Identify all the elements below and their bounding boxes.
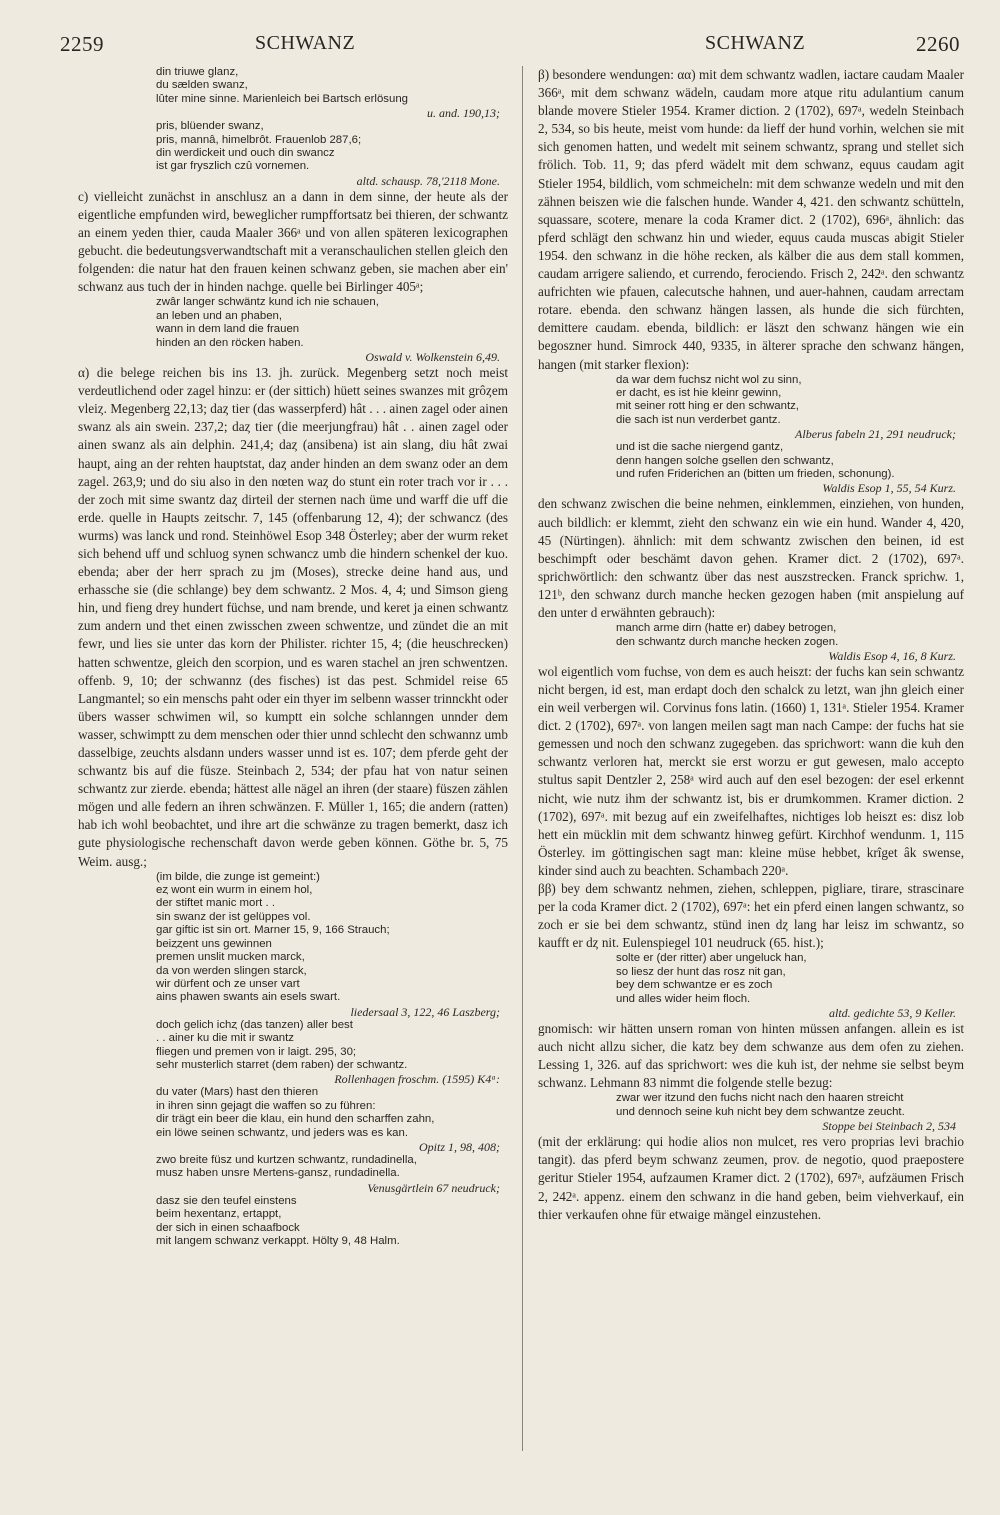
entry-paragraph: c) vielleicht zunächst in anschlusz an a dann in dem sinne, der heute als der eigentliche empfunden wird, beweglicher rumpffortsatz bei thieren, der schwantz an einem yeden thier, cauda Maaler 366ᵃ und von allen späteren lexicographen gebucht. die bedeutungsverwandtschaft mit a veranschaulichen stellen gleich den folgenden: die natur hat den frauen keinen schwanz geben, sie machen aber ein' schwanz aus tuch der in hinden nachge. quelle bei Birlinger 405ᵃ; [78, 188, 508, 295]
verse-line: dir trägt ein beer die klau, ein hund den scharffen zahn, [156, 1113, 435, 1126]
verse-line: wir dürfent och ze unser vart [156, 977, 300, 990]
verse-line: der sich in einen schaafbock [156, 1221, 300, 1234]
verse-line: eȥ wont ein wurm in einem hol, [156, 884, 313, 897]
verse-line: manch arme dirn (hatte er) dabey betrogen, [616, 622, 837, 635]
verse-line: und dennoch seine kuh nicht bey dem schwantze zeucht. [616, 1105, 905, 1118]
verse-quotation [538, 952, 964, 1006]
verse-line: an leben und an phaben, [156, 309, 283, 322]
verse-quotation [78, 120, 508, 174]
verse-quotation [78, 296, 508, 350]
verse-quotation [78, 1086, 508, 1140]
entry-paragraph: den schwanz zwischen die beine nehmen, einklemmen, einziehen, von hunden, auch bildlich: er klemmt, zieht den schwanz ein wie ein hund. Wander 4, 420, 45 (Nürtingen). ähnlich: mit dem schwantz zwischen den beinen, id est beschimpft oder beschämt davon gehen. Kramer dict. 2 (1702), 697ᵃ. sprichwörtlich: den schwantz über das nest auszstrecken. Franck sprichw. 1, 121ᵇ, den schwanz durch manche hecken gezogen haben (mit anspielung auf den unter d erwähnten gebrauch): [538, 496, 964, 620]
verse-line: beiȥȥent uns gewinnen [156, 937, 272, 950]
verse-line: din triuwe glanz, [156, 66, 239, 78]
verse-line: ein löwe seinen schwantz, und jeders was es kan. [156, 1126, 409, 1139]
source-citation: Rollenhagen froschm. (1595) K4ᵃ: [334, 1072, 500, 1087]
verse-line: sehr musterlich starret (dem raben) der schwantz. [156, 1058, 408, 1071]
right-page-number: 2260 [916, 32, 960, 56]
entry-paragraph: ββ) bey dem schwantz nehmen, ziehen, schleppen, pigliare, tirare, strascinare per la coda Kramer dict. 2 (1702), 697ᵃ: het ein pferd einen langen schwantz, so zoch er sie bei dem schwantz, stünd inen dȥ lang har leisz im schwantz, so kaufft er dȥ nit. Eulenspiegel 101 neudruck (65. hist.); [538, 881, 964, 951]
entry-paragraph: (mit der erklärung: qui hodie alios non mulcet, res vero proprias levi brachio tangit). das pferd beym schwanz zeumen, prov. de negotio, quod praepostere geritur Stieler 1954, aufzaumen Kramer dict. 2 (1702), 697ᵃ, aufzäumen Frisch 2, 242ᵃ. appenz. einem den schwanz in die hand geben, beim viehverkauf, ein thier verkaufen ohne für etwaige mängel einzustehen. [538, 1134, 964, 1222]
verse-line: den schwantz durch manche hecken zogen. [616, 635, 839, 648]
verse-quotation [538, 1092, 964, 1119]
source-citation: liedersaal 3, 122, 46 Laszberg; [350, 1004, 500, 1019]
verse-line: du sælden swanz, [156, 79, 248, 92]
source-citation: altd. gedichte 53, 9 Keller. [829, 1006, 956, 1021]
verse-quotation [78, 1195, 508, 1249]
source-citation: altd. schausp. 78,'2118 Mone. [356, 173, 500, 188]
entry-paragraph: gnomisch: wir hätten unsern roman von hinten müssen anfangen. allein es ist auch nicht allzu sicher, die katz bey dem schwanze aus dem ofen zu ziehen. Lessing 1, 326. auf das sprichwort: wes die kuh ist, der nehme sie selbst beym schwanz. Lehmann 83 nimmt die folgende stelle bezug: [538, 1021, 964, 1091]
verse-line: musz haben unsre Mertens-gansz, rundadinella. [156, 1167, 400, 1180]
verse-line: denn hangen solche gsellen den schwantz, [616, 454, 834, 467]
verse-line: beim hexentanz, ertappt, [156, 1208, 282, 1221]
verse-line: mit seiner rott hing er den schwantz, [616, 400, 799, 413]
verse-line: doch gelich ichȥ (das tanzen) aller best [156, 1018, 353, 1031]
verse-line: er dacht, es ist hie kleinr gewinn, [616, 387, 782, 399]
verse-line: solte er (der ritter) aber ungeluck han, [616, 952, 807, 965]
verse-line: zwâr langer schwäntz kund ich nie schauen, [156, 296, 379, 309]
verse-line: gar giftic ist sin ort. Marner 15, 9, 166 Strauch; [156, 924, 390, 937]
verse-line: so liesz der hunt das rosz nit gan, [616, 965, 786, 978]
verse-line: der stiftet manic mort . . [156, 897, 276, 910]
verse-line: (im bilde, die zunge ist gemeint:) [156, 870, 320, 883]
verse-line: premen unslit mucken marck, [156, 951, 305, 964]
verse-line: din werdickeit und ouch din swancz [156, 147, 335, 160]
verse-line: fliegen und premen von ir laigt. 295, 30; [156, 1045, 357, 1058]
source-citation: Waldis Esop 1, 55, 54 Kurz. [822, 481, 956, 496]
page-header [60, 32, 960, 62]
verse-line: sin swanz der ist gelüppes vol. [156, 910, 311, 923]
verse-line: lûter mine sinne. Marienleich bei Bartsch erlösung [156, 92, 408, 105]
column-divider [522, 66, 523, 1451]
source-citation: Opitz 1, 98, 408; [419, 1139, 500, 1154]
right-column [538, 66, 964, 1466]
verse-quotation [78, 871, 508, 1005]
verse-line: du vater (Mars) hast den thieren [156, 1086, 319, 1099]
entry-paragraph: wol eigentlich vom fuchse, von dem es auch heiszt: der fuchs kan sein schwantz nicht bergen, id est, man erdapt doch den schalck zu letzt, wan jhn gleich einer ein weil verbergen wil. Corvinus fons latin. (1660) 1, 131ᵃ. Stieler 1954. Kramer dict. 2 (1702), 697ᵃ. von langen meilen sagt man nach Campe: der fuchs hat sie gemessen und noch den schwanz zugegeben. das sprichwort: wann die kuh den schwantz verloren hat, merckt sie erst worzu er gut gewesen, malo accepto stultus sapit Dentzler 2, 258ᵃ wird auch auf den esel bezogen: der esel erkennt nicht, wie nutz ihm der schwantz ist, bis er drumkommen. Kramer diction. 2 (1702), 697ᵃ. mit bezug auf ein zweifelhaftes, nichtiges lob heiszt es: disz lob hett ein mücklin mit dem schwantz hinweg gefürt. Kirchhof wendunm. 1, 115 Österley. im göttingischen sagt man: kleine müse hebbet, krîget âk swense, kinder sind auch zu beachten. Schambach 220ᵃ. [538, 663, 964, 878]
left-column [78, 66, 508, 1466]
verse-line: . . ainer ku die mit ir swantz [156, 1032, 295, 1045]
entry-paragraph: α) die belege reichen bis ins 13. jh. zurück. Megenberg setzt noch meist verdeutlichend oder zagel hinzu: er (der sittich) hüett seines swanzes mit grôȥem vleiȥ. Megenberg 22,13; daȥ tier (das wasserpferd) hât . . . ainen zagel oder ainen swanz als ain swein. 237,2; daȥ tier (die meerjungfrau) hât . . ainen zagel oder ainen swanz als ain delphin. 241,4; daȥ (ansibena) ist ain slang, diu hât zwai haupt, aing an der rehten hauptstat, daȥ ander hinden an dem swanz oder an dem zagel. 263,9; und do siu also in den nœten waȥ do stunt ein roter trach vor ir . . . der zoch mit sime swantz daȥ dirteil der sternen nach üme und warff die uff die erde. quelle in Haupts zeitschr. 7, 145 (offenbarung 12, 4); der schwancz (des wurms) was lanck und rond. Steinhöwel Esop 348 Österley; aber der wurm reket sich behend uff und schluog synen schwancz umb die hindern schenkel der kuo. ebenda; aber der herr sprach zu jm (Moses), strecke deine hand aus, und erhassche sie (die schlange) bey dem schwantz. 2 Mos. 4, 4; und Simson gieng hin, und fieng drey hundert füchse, und nam brende, und keret ja einen schwantz zum andern und thet einen zwisschen zween schwentze, und zündet die an mit fewr, und lies sie unter das korn der Philister. richter 15, 4; (die heuschrecken) hatten schwentze, gleich den scorpion, und es waren stachel an jren schwentzen. offenb. 9, 10; der schwannz (des fisches) ist das pest. Schmidel reise 65 Langmantel; so ein menschs paht oder ein thyer im selbenn wasser trinnckht oder übers wasser schwimen wil, so kumptt ein solche schlanngen unnder dem wasser, schwimptt zu dem menschen oder thier unnd schlecht den schwannz umb dasselbige, zeuchts alsdann unders wasser unnd ist es. 107; dem pferde geht der schwantz bis auf die füsze. Steinbach 2, 534; der pfau hat von natur seinen schwantz zur zierde. ebenda; hättest alle nägel an ihren (der staare) füszen zählen mögen und alle federn an ihren schwänzen. F. Müller 1, 165; die andern (ratten) hab ich wohl beobachtet, und ihre art die schwänze zu tragen bemerkt, dasz ich gute physiologische rechenschaft davon werde geben können. Göthe br. 5, 75 Weim. ausg.; [78, 365, 508, 869]
verse-line: zwar wer itzund den fuchs nicht nach den haaren streicht [616, 1092, 904, 1105]
source-citation: u. and. 190,13; [427, 106, 500, 121]
left-running-title: SCHWANZ [255, 32, 356, 54]
verse-quotation [538, 622, 964, 649]
verse-line: ains phawen swants ain esels swart. [156, 991, 341, 1004]
verse-quotation [78, 1154, 508, 1181]
left-page-number: 2259 [60, 32, 104, 56]
verse-line: und ist die sache niergend gantz, [616, 441, 784, 454]
verse-line: und alles wider heim floch. [616, 992, 751, 1005]
verse-quotation [78, 66, 508, 106]
verse-line: ist gar fryszlich czû vornemen. [156, 160, 310, 173]
verse-quotation [538, 374, 964, 428]
verse-line: bey dem schwantze er es zoch [616, 979, 773, 992]
verse-line: dasz sie den teufel einstens [156, 1194, 297, 1207]
source-citation: Alberus fabeln 21, 291 neudruck; [795, 427, 956, 442]
verse-line: zwo breite füsz und kurtzen schwantz, rundadinella, [156, 1153, 417, 1166]
verse-quotation [538, 441, 964, 481]
verse-line: pris, mannâ, himelbrôt. Frauenlob 287,6; [156, 133, 362, 146]
verse-line: mit langem schwanz verkappt. Hölty 9, 48 Halm. [156, 1235, 400, 1247]
source-citation: Stoppe bei Steinbach 2, 534 [822, 1119, 956, 1134]
verse-line: da von werden slingen starck, [156, 964, 307, 977]
verse-line: die sach ist nun verderbet gantz. [616, 413, 781, 426]
right-running-title: SCHWANZ [705, 32, 806, 54]
entry-paragraph: β) besondere wendungen: αα) mit dem schwantz wadlen, iactare caudam Maaler 366ᵃ, mit dem schwanz wädeln, caudam more atque ritu adulantium canum blande movere Stieler 1954. Kramer diction. 2 (1702), 697ᵃ, wedeln Steinbach 2, 534, so bis heute, meist vom hunde: da lieff der hund vorhin, welchen sie mit sich genomen hatten, und wedelt mit seinem schwantz, sprang und stellet sich frölich. Tob. 11, 9; das pferd wädelt mit dem schwanz, equus caudam agit Stieler 1954, bildlich, vom schmeicheln: mit dem schwanze wedeln und mit den zähnen beiszen wie die falschen hunde. Wander 4, 421. den schwantz schütteln, squassare, scotere, menare la coda Kramer dict. 2 (1702), 696ᵃ, ähnlich: das pferd schlägt den schwanz hin und wieder, equus cauda muscas abigit Stieler 1954. den schwanz in die höhe recken, als kälber die aus dem stall kommen, caudam arrigere saliendo, et currendo, ferociendo. Frisch 2, 242ᵃ. den schwantz aufrichten wie pfauen, calecutsche hahnen, und auer-hahnen, caudam arrectam rotare. ebenda. den schwanz hängen lassen, als hunde die sich fürchten, demittere caudam. ebenda, bildlich: er läszt den schwanz hängen wie ein begoszner hund. Simrock 440, 9335, in älterer sprache den schwanz hängen, hangen (mit starker flexion): [538, 67, 964, 372]
source-citation: Venusgärtlein 67 neudruck; [367, 1180, 500, 1195]
verse-line: da war dem fuchsz nicht wol zu sinn, [616, 373, 802, 386]
verse-line: wann in dem land die frauen [156, 323, 300, 336]
verse-line: in ihren sinn gejagt die waffen so zu führen: [156, 1099, 376, 1112]
source-citation: Waldis Esop 4, 16, 8 Kurz. [828, 648, 956, 663]
verse-quotation [78, 1019, 508, 1073]
source-citation: Oswald v. Wolkenstein 6,49. [365, 350, 500, 365]
verse-line: und rufen Friderichen an (bitten um frieden, schonung). [616, 468, 895, 481]
verse-line: pris, blüender swanz, [156, 120, 264, 133]
verse-line: hinden an den röcken haben. [156, 336, 304, 349]
